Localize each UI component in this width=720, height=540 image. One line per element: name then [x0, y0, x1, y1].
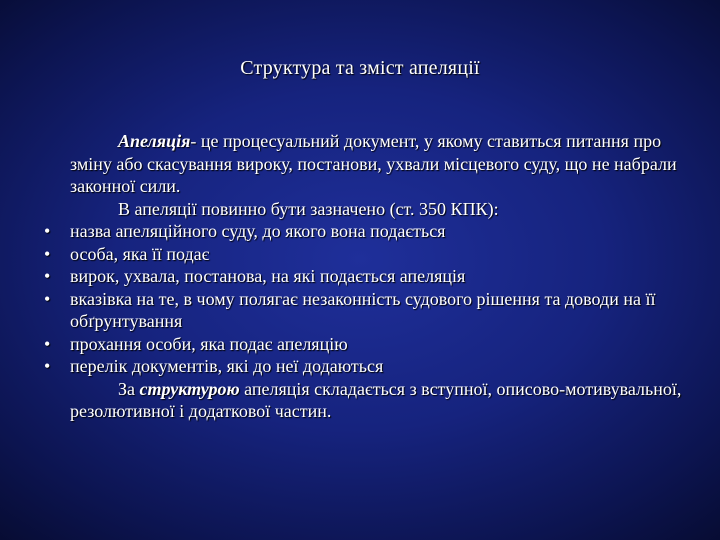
bullet-icon: • — [44, 221, 51, 241]
intro-text: - це процесуальний документ, у якому ставиться питання про зміну або скасування вироку, постанови, ухвали місцевого суду, що не набрали законної сили. — [70, 131, 677, 196]
requirements-list — [42, 220, 702, 378]
list-item — [42, 220, 702, 243]
list-item-text: вказівка на те, в чому полягає незаконність судового рішення та доводи на її обґрунтування — [70, 288, 656, 331]
bullet-icon: • — [44, 288, 51, 309]
list-item-text: особа, яка її подає — [70, 243, 210, 264]
intro-paragraph — [42, 130, 702, 198]
requirement-paragraph: В апеляції повинно бути зазначено (ст. 350 КПК): — [118, 198, 499, 219]
list-item — [42, 333, 702, 356]
bullet-icon: • — [44, 356, 51, 376]
list-item — [42, 243, 702, 266]
intro-term: Апеляція — [118, 131, 191, 151]
slide-title: Структура та зміст апеляції — [240, 57, 480, 79]
bullet-icon: • — [44, 243, 51, 264]
list-item — [42, 265, 702, 288]
list-item — [42, 288, 702, 333]
list-item-text: перелік документів, які до неї додаються — [70, 356, 384, 376]
slide-body — [42, 130, 702, 423]
structure-paragraph — [42, 378, 702, 423]
structure-prefix: За — [118, 378, 136, 399]
structure-text: апеляція складається з вступної, описово-мотивувальної, резолютивної і додаткової частин. — [70, 378, 682, 421]
list-item-text: прохання особи, яка подає апеляцію — [70, 333, 348, 354]
list-item-text: назва апеляційного суду, до якого вона подається — [70, 221, 446, 241]
list-item-text: вирок, ухвала, постанова, на які подається апеляція — [70, 266, 466, 286]
list-item — [42, 355, 702, 378]
structure-term: структурою — [139, 378, 240, 399]
bullet-icon: • — [44, 333, 51, 354]
bullet-icon: • — [44, 266, 51, 286]
